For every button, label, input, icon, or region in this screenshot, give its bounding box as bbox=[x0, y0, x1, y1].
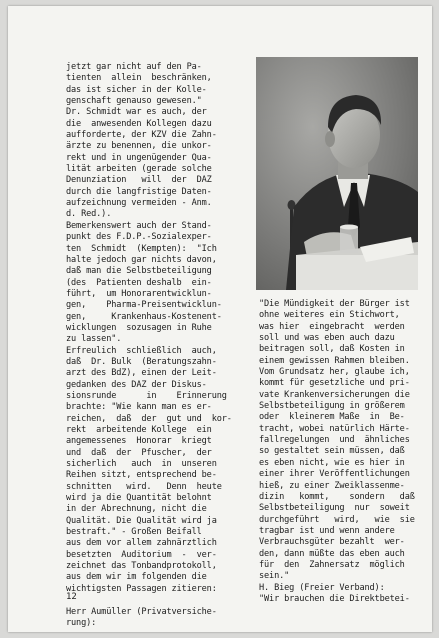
left-column-line: daß Dr. Bulk (Beratungszahn- bbox=[66, 356, 217, 367]
right-column-line: H. Bieg (Freier Verband): bbox=[259, 582, 385, 593]
left-column-line: gedanken des DAZ der Diskus- bbox=[66, 379, 207, 390]
left-column-line: rekt arbeitende Kollege ein bbox=[66, 425, 212, 435]
right-column-line: es eben nicht, wie es hier in bbox=[259, 457, 405, 468]
left-column-line: zu lassen". bbox=[66, 334, 122, 345]
left-column-line: gen, Pharma-Preisentwicklun- bbox=[66, 300, 222, 311]
page-number: 12 bbox=[66, 592, 77, 602]
left-column-line: ten Schmidt (Kempten): "Ich bbox=[66, 243, 217, 254]
left-column-line: gen, Krankenhaus-Kostenent- bbox=[66, 311, 222, 322]
left-column-line: durch die langfristige Daten- bbox=[66, 186, 212, 197]
left-column-line: Herr Aumüller (Privatversiche- bbox=[66, 606, 217, 617]
right-column-line: den, dann müßte das eben auch bbox=[259, 548, 405, 559]
left-column-line: schnitten wird. Denn heute bbox=[66, 481, 222, 492]
right-column-line: fallregelungen und ähnliches bbox=[259, 435, 410, 446]
left-column-line: rekt und in ungenügender Qua- bbox=[66, 152, 212, 163]
right-column-line: dizin kommt, sondern daß bbox=[259, 491, 415, 502]
right-column-line: beitragen soll, daß Kosten in bbox=[259, 344, 405, 355]
right-column-line: hieß, zu einer Zweiklassenme- bbox=[259, 480, 405, 491]
left-column-line: das ist sicher in der Kolle- bbox=[66, 84, 207, 95]
right-column-line: ohne weiteres ein Stichwort, bbox=[259, 310, 400, 321]
left-column-line: sicherlich auch in unseren bbox=[66, 459, 217, 470]
right-column-line: Verbrauchsgüter bezahlt wer- bbox=[259, 537, 405, 548]
document-page bbox=[8, 6, 432, 632]
right-column-line: kommt für gesetzliche und pri- bbox=[259, 378, 410, 389]
left-column-line: jetzt gar nicht auf den Pa- bbox=[66, 62, 202, 72]
left-column-line: angemessenes Honorar kriegt bbox=[66, 436, 212, 447]
right-column-line: einem gewissen Rahmen bleiben. bbox=[259, 355, 410, 366]
left-column-line: (des Patienten deshalb ein- bbox=[66, 277, 212, 288]
left-column-line: Dr. Schmidt war es auch, der bbox=[66, 107, 207, 118]
left-column-line: lität arbeiten (gerade solche bbox=[66, 164, 212, 175]
left-column-line: arzt des BdZ), einen der Leit- bbox=[66, 368, 217, 379]
left-column-line: genschaft genauso gewesen." bbox=[66, 96, 202, 107]
left-column-line: führt, um Honorarentwicklun- bbox=[66, 288, 212, 299]
right-column-line: vate Krankenversicherungen die bbox=[259, 389, 410, 400]
left-column-line: Reihen sitzt, entsprechend be- bbox=[66, 470, 217, 481]
left-text-column bbox=[66, 62, 252, 629]
left-column-line: Qualität. Die Qualität wird ja bbox=[66, 515, 217, 526]
right-column-line: oder kleinerem Maße in Be- bbox=[259, 412, 405, 423]
photo-image bbox=[256, 57, 418, 290]
right-column-line: tracht, wobei natürlich Härte- bbox=[259, 423, 410, 434]
left-column-line: brachte: "Wie kann man es er- bbox=[66, 402, 212, 413]
left-column-line: Denunziation will der DAZ bbox=[66, 175, 212, 186]
left-column-line: wicklungen sozusagen in Ruhe bbox=[66, 322, 212, 333]
left-column-line: und daß der Pfuscher, der bbox=[66, 447, 212, 458]
left-column-line: wird ja die Quantität belohnt bbox=[66, 493, 212, 504]
left-column-line: sionsrunde in Erinnerung bbox=[66, 390, 227, 401]
right-column-line: was hier eingebracht werden bbox=[259, 321, 405, 332]
left-column-line: bestraft." - Großen Beifall bbox=[66, 527, 202, 538]
right-text-column bbox=[259, 299, 429, 605]
right-column-line: "Die Mündigkeit der Bürger ist bbox=[259, 299, 410, 309]
right-column-line: soll und was eben auch dazu bbox=[259, 333, 395, 344]
right-column-line: so gestaltet sein müssen, daß bbox=[259, 446, 405, 457]
right-column-line: Selbstbeteiligung in größerem bbox=[259, 401, 405, 412]
portrait-photo bbox=[256, 57, 418, 290]
right-column-line: tragbar ist und wenn andere bbox=[259, 525, 395, 536]
left-column-line: besetzten Auditorium - ver- bbox=[66, 549, 217, 560]
left-column-line: rung): bbox=[66, 617, 97, 628]
right-column-line: sein." bbox=[259, 571, 290, 582]
left-column-line: wichtigsten Passagen zitieren: bbox=[66, 583, 217, 594]
left-column-line: aufzeichnung vermeiden - Anm. bbox=[66, 198, 212, 209]
right-column-line: einer ihrer Veröffentlichungen bbox=[259, 469, 410, 480]
right-column-line: "Wir brauchen die Direktbetei- bbox=[259, 593, 410, 604]
left-column-line: aus dem wir im folgenden die bbox=[66, 572, 207, 583]
left-column-line: aus dem vor allem zahnärztlich bbox=[66, 538, 217, 549]
left-column-line: Bemerkenswert auch der Stand- bbox=[66, 220, 212, 231]
left-column-line: halte jedoch gar nichts davon, bbox=[66, 254, 217, 265]
left-column-line: in der Abrechnung, nicht die bbox=[66, 504, 207, 515]
left-column-line: die anwesenden Kollegen dazu bbox=[66, 118, 212, 129]
left-column-line: daß man die Selbstbeteiligung bbox=[66, 266, 212, 277]
left-column-line: zeichnet das Tonbandprotokoll, bbox=[66, 561, 217, 572]
right-column-line: durchgeführt wird, wie sie bbox=[259, 514, 415, 525]
right-column-line: Selbstbeteiligung nur soweit bbox=[259, 503, 410, 514]
left-column-line: ärzte zu benennen, die unkor- bbox=[66, 141, 212, 152]
right-column-line: Vom Grundsatz her, glaube ich, bbox=[259, 367, 410, 378]
left-column-line: Erfreulich schließlich auch, bbox=[66, 345, 217, 356]
left-column-line: tienten allein beschränken, bbox=[66, 73, 212, 84]
left-column-line: aufforderte, der KZV die Zahn- bbox=[66, 130, 217, 141]
left-column-line: punkt des F.D.P.-Sozialexper- bbox=[66, 232, 212, 243]
right-column-line: für den Zahnersatz möglich bbox=[259, 559, 405, 570]
left-column-line: d. Red.). bbox=[66, 209, 112, 220]
left-column-line: reichen, daß der gut und kor- bbox=[66, 413, 232, 424]
left-column-line bbox=[66, 595, 252, 606]
